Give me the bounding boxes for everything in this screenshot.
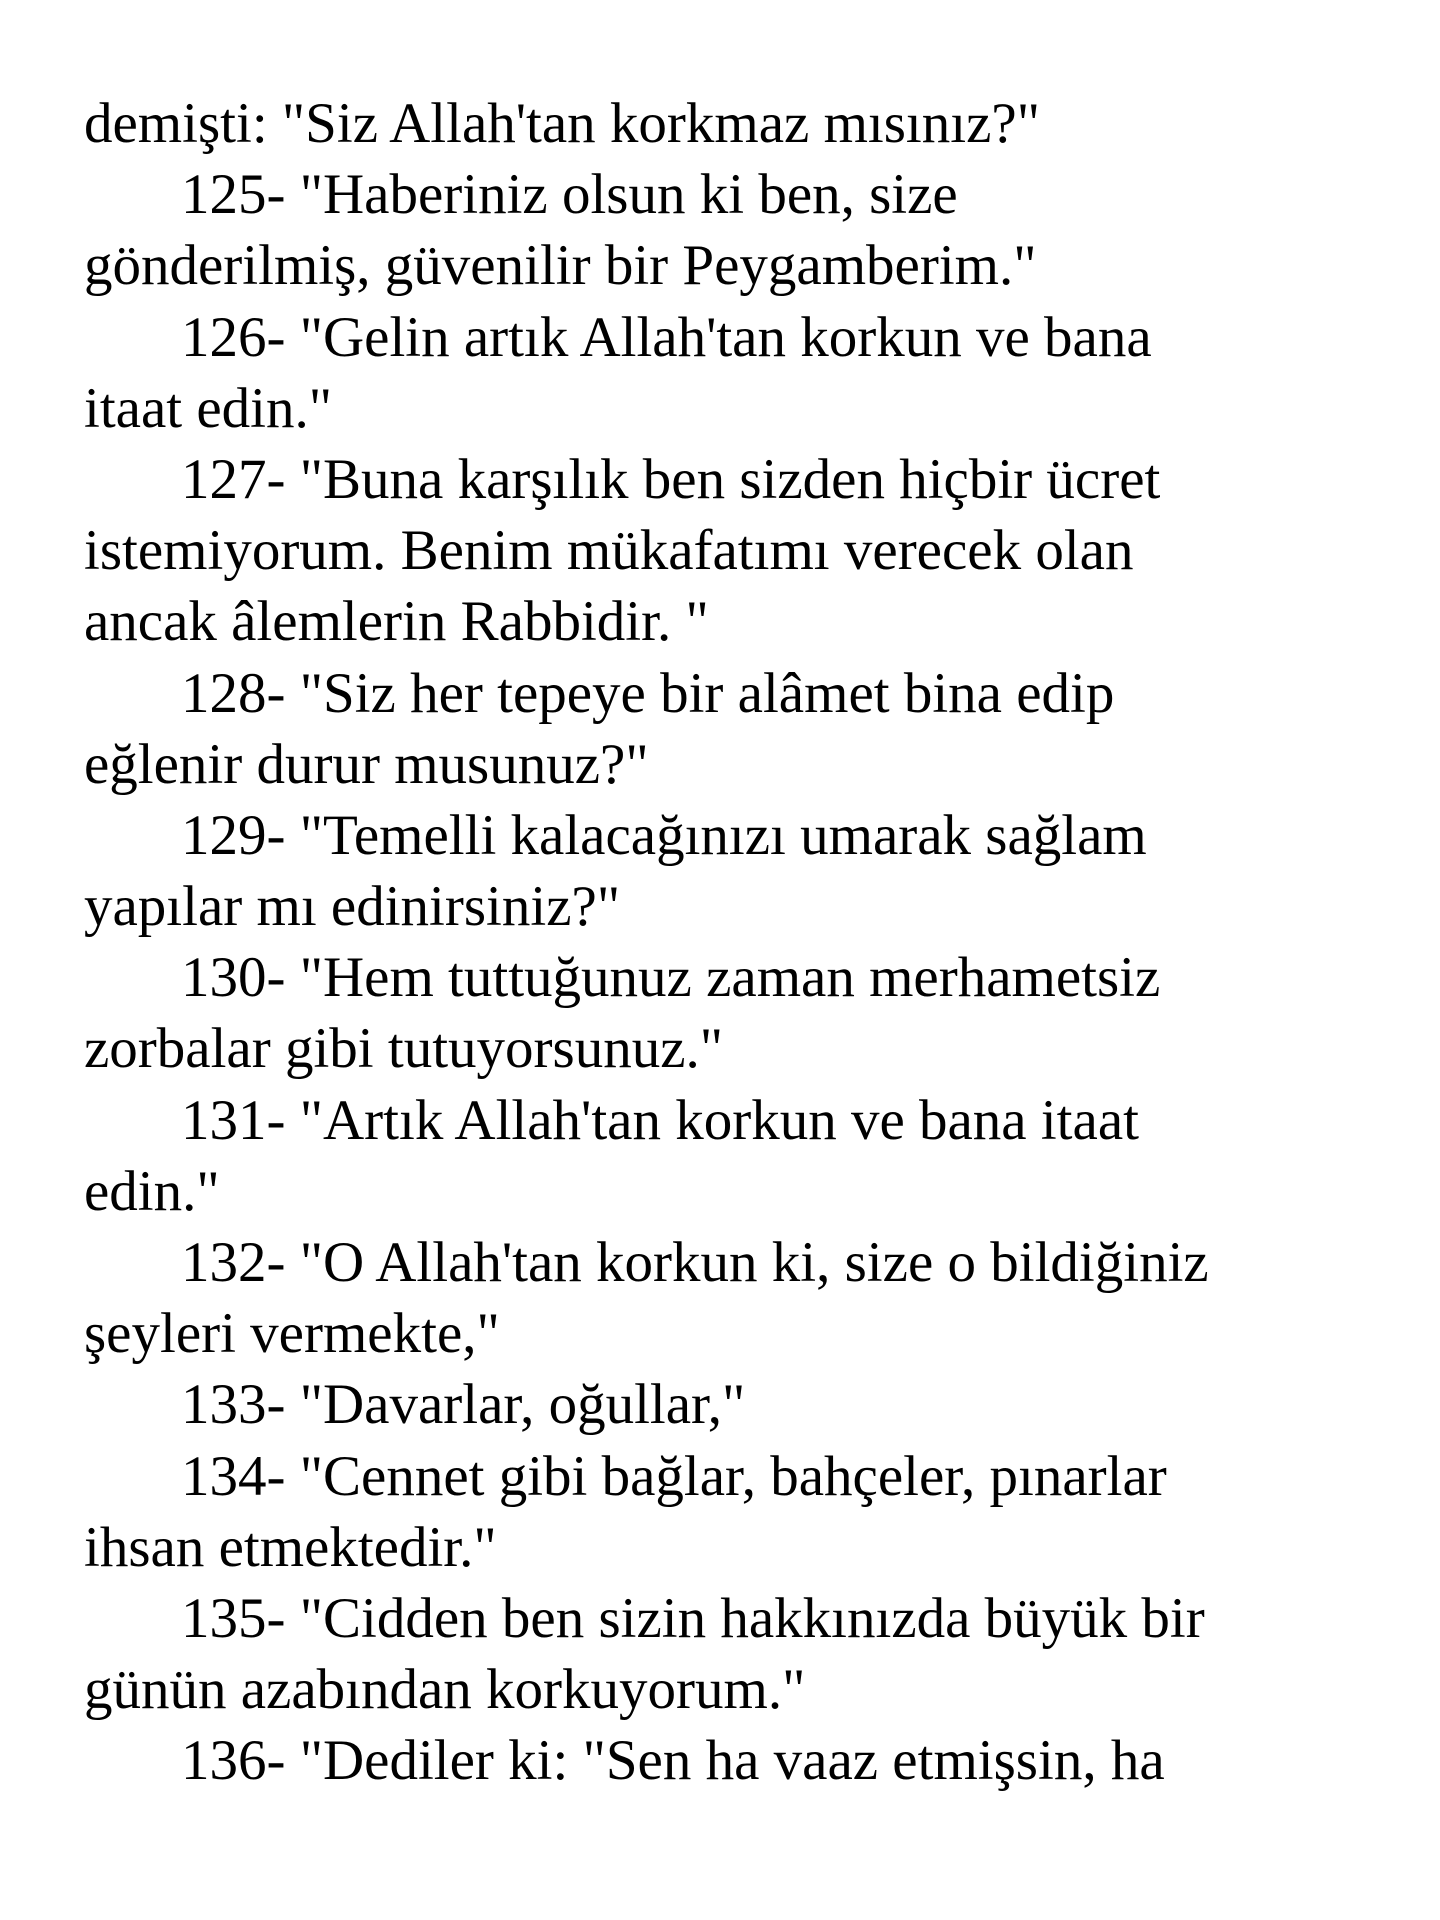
verse-136-line: 136- "Dediler ki: "Sen ha vaaz etmişsin, ha (181, 1729, 1165, 1793)
text-line: günün azabından korkuyorum." (84, 1658, 806, 1722)
verse-131-line: 131- "Artık Allah'tan korkun ve bana itaat (181, 1088, 1139, 1152)
verse-132-line: 132- "O Allah'tan korkun ki, size o bildiğiniz (181, 1231, 1209, 1294)
text-line: ancak âlemlerin Rabbidir. " (84, 590, 709, 654)
verse-133-line: 133- "Davarlar, oğullar," (181, 1373, 746, 1437)
text-line: gönderilmiş, güvenilir bir Peygamberim." (84, 234, 1037, 298)
text-line: zorbalar gibi tutuyorsunuz." (84, 1017, 724, 1081)
verse-125-line: 125- "Haberiniz olsun ki ben, size (181, 163, 958, 227)
text-line: itaat edin." (84, 376, 333, 440)
text-line: istemiyorum. Benim mükafatımı verecek olan (84, 519, 1134, 583)
verse-129-line: 129- "Temelli kalacağınızı umarak sağlam (181, 803, 1147, 867)
verse-134-line: 134- "Cennet gibi bağlar, bahçeler, pınarlar (181, 1444, 1167, 1508)
text-line: yapılar mı edinirsiniz?" (84, 875, 621, 939)
text-line: demişti: "Siz Allah'tan korkmaz mısınız?" (84, 92, 1040, 155)
text-line: edin." (84, 1159, 220, 1223)
text-line: şeyleri vermekte," (84, 1302, 500, 1366)
verse-126-line: 126- "Gelin artık Allah'tan korkun ve bana (181, 305, 1152, 369)
text-line: eğlenir durur musunuz?" (84, 732, 649, 796)
verse-127-line: 127- "Buna karşılık ben sizden hiçbir ücret (181, 447, 1161, 511)
verse-text (84, 88, 1404, 1797)
verse-130-line: 130- "Hem tuttuğunuz zaman merhametsiz (181, 946, 1161, 1010)
verse-128-line: 128- "Siz her tepeye bir alâmet bina edip (181, 661, 1115, 725)
text-line: ihsan etmektedir." (84, 1515, 497, 1579)
verse-135-line: 135- "Cidden ben sizin hakkınızda büyük bir (181, 1586, 1205, 1650)
